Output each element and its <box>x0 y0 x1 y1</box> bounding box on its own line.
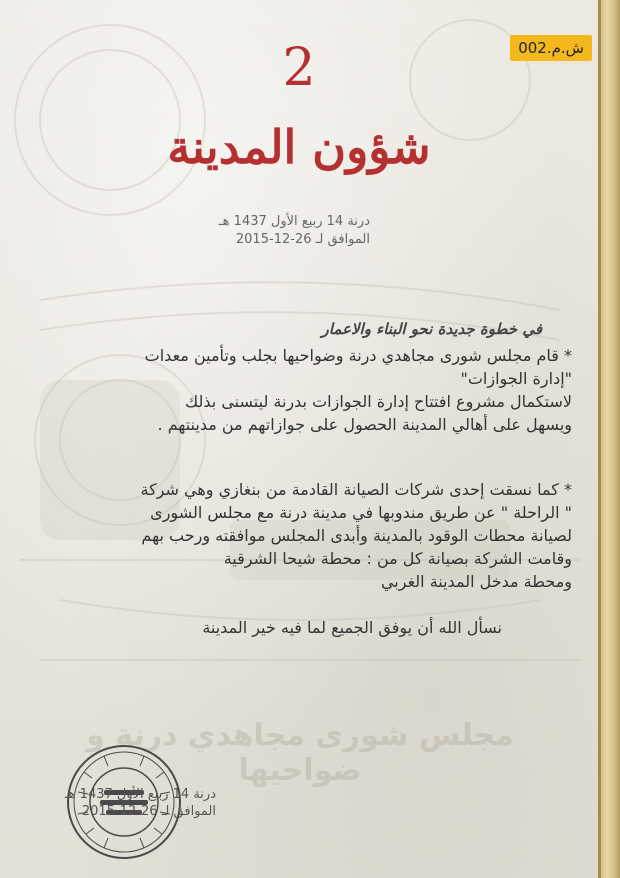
intro-line: في خطوة جديدة نحو البناء والاعمار <box>321 320 542 338</box>
paragraph-2-line-5: ومحطة مدخل المدينة الغربي <box>380 572 572 591</box>
paragraph-1-line-1: * قام مجلس شورى مجاهدي درنة وضواحيها بجلب وتأمين معدات <box>144 346 572 365</box>
closing-line: نسأل الله أن يوفق الجميع لما فيه خير المدينة <box>202 618 502 637</box>
paragraph-1-line-3: لاستكمال مشروع افتتاح إدارة الجوازات بدرنة ليتسنى بذلك <box>185 392 572 411</box>
paragraph-2-line-1: * كما نسقت إحدى شركات الصيانة القادمة من بنغازي وهي شركة <box>140 480 572 499</box>
paragraph-1-line-2: "إدارة الجوازات" <box>460 369 572 388</box>
stamp-gregorian-date: الموافق لـ 26-12-2015 <box>81 804 216 819</box>
paragraph-2-line-2: " الراحلة " عن طريق مندوبها في مدينة درنة مع مجلس الشورى <box>150 503 572 522</box>
document-code-badge: ش.م.002 <box>510 35 592 61</box>
date-block <box>70 213 370 249</box>
issue-number: 2 <box>282 38 316 98</box>
stamp-hijri-date: درنة 14 ربيع الأول 1437 هـ <box>64 787 216 802</box>
hijri-date: درنة 14 ربيع الأول 1437 هـ <box>218 214 370 229</box>
paragraph-2-line-4: وقامت الشركة بصيانة كل من : محطة شيحا الشرقية <box>223 549 572 568</box>
stamp-date-block <box>46 786 216 820</box>
body-text <box>52 320 572 637</box>
watermark-text: مجلس شورى مجاهدي درنة و ضواحيها <box>86 718 514 788</box>
paragraph-1-line-4: ويسهل على أهالي المدينة الحصول على جوازاتهم من مدينتهم . <box>157 415 572 434</box>
paragraph-2-line-3: لصيانة محطات الوقود بالمدينة وأبدى المجلس موافقته ورحب بهم <box>141 526 572 545</box>
gold-border-strip <box>598 0 620 878</box>
page-title: شؤون المدينة <box>167 120 431 174</box>
gregorian-date: الموافق لـ 26-12-2015 <box>235 232 370 247</box>
